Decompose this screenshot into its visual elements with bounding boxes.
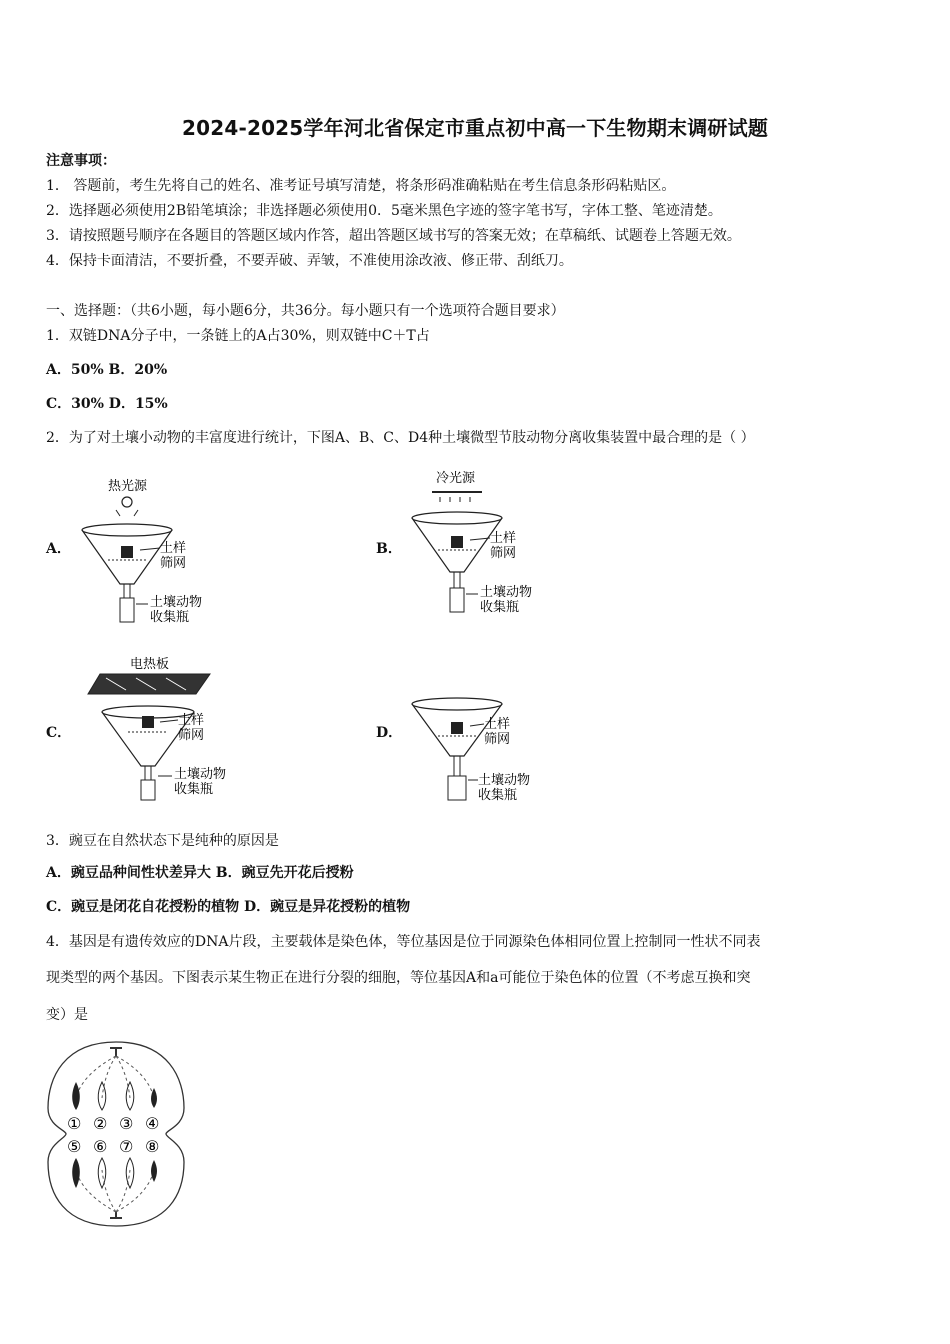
soil-label: 土样 <box>178 713 205 728</box>
chromosome <box>72 1082 80 1110</box>
chromosome <box>72 1158 80 1188</box>
collector-label-2: 收集瓶 <box>174 782 214 797</box>
soil-label: 土样 <box>160 541 187 556</box>
q4-stem-line1: 4．基因是有遗传效应的DNA片段，主要载体是染色体，等位基因是位于同源染色体相同位置上控制同一性状不同表 <box>46 934 761 950</box>
collector-label-1: 土壤动物 <box>478 773 531 788</box>
q1-options-row2: C．30% D．15% <box>46 396 168 412</box>
chromosome <box>151 1160 157 1182</box>
heat-plate-label: 电热板 <box>130 657 170 672</box>
soil-label: 土样 <box>490 531 517 546</box>
position-2-label: ② <box>93 1114 108 1133</box>
page-title: 2024-2025学年河北省保定市重点初中高一下生物期末调研试题 <box>181 116 769 140</box>
cold-light-label: 冷光源 <box>436 471 476 486</box>
q2-stem: 2．为了对土壤小动物的丰富度进行统计，下图A、B、C、D4种土壤微型节肢动物分离收集装置中最合理的是（ ） <box>46 430 755 446</box>
mesh-label: 筛网 <box>178 728 205 743</box>
collector-label-2: 收集瓶 <box>150 610 190 625</box>
collector-label-2: 收集瓶 <box>478 788 518 803</box>
position-8-label: ⑧ <box>145 1137 160 1156</box>
collection-bottle <box>141 780 155 800</box>
cell-division-figure <box>44 1038 189 1230</box>
q2-option-d-label: D． <box>376 725 403 741</box>
hot-light-label: 热光源 <box>108 479 148 494</box>
position-4-label: ④ <box>145 1114 160 1133</box>
soil-sample <box>121 546 133 558</box>
chromosome <box>151 1088 157 1108</box>
q1-stem: 1．双链DNA分子中，一条链上的A占30%，则双链中C＋T占 <box>46 328 430 344</box>
bulb-icon <box>122 497 132 507</box>
heat-plate <box>88 674 210 694</box>
collection-bottle <box>120 598 134 622</box>
position-7-label: ⑦ <box>119 1137 134 1156</box>
notice-item-1: 1． 答题前，考生先将自己的姓名、准考证号填写清楚，将条形码准确粘贴在考生信息条形码粘贴区。 <box>46 178 676 194</box>
soil-sample <box>451 722 463 734</box>
apparatus-b-figure <box>410 464 560 624</box>
cell-outline <box>48 1042 184 1226</box>
position-5-label: ⑤ <box>67 1137 82 1156</box>
notice-item-3: 3．请按照题号顺序在各题目的答题区域内作答，超出答题区域书写的答案无效；在草稿纸、试题卷上答题无效。 <box>46 228 741 244</box>
soil-sample <box>142 716 154 728</box>
apparatus-c-figure <box>86 652 246 812</box>
position-3-label: ③ <box>119 1114 134 1133</box>
q3-options-row2: C．豌豆是闭花自花授粉的植物 D．豌豆是异花授粉的植物 <box>46 899 411 915</box>
apparatus-a-figure <box>80 472 230 632</box>
collector-label-1: 土壤动物 <box>150 595 203 610</box>
section-heading: 一、选择题：（共6小题，每小题6分，共36分。每小题只有一个选项符合题目要求） <box>46 303 565 319</box>
q2-option-a-label: A． <box>46 541 71 557</box>
notice-item-4: 4．保持卡面清洁，不要折叠，不要弄破、弄皱，不准使用涂改液、修正带、刮纸刀。 <box>46 253 573 269</box>
collector-label-2: 收集瓶 <box>480 600 520 615</box>
q4-stem-line3: 变）是 <box>46 1007 88 1023</box>
collection-bottle <box>448 776 466 800</box>
mesh-label: 筛网 <box>490 546 517 561</box>
soil-label: 土样 <box>484 717 511 732</box>
notice-heading: 注意事项： <box>46 153 116 169</box>
q3-stem: 3．豌豆在自然状态下是纯种的原因是 <box>46 833 279 849</box>
q1-options-row1: A．50% B．20% <box>46 362 168 378</box>
soil-sample <box>451 536 463 548</box>
q3-options-row1: A．豌豆品种间性状差异大 B．豌豆先开花后授粉 <box>46 865 354 881</box>
position-1-label: ① <box>67 1114 82 1133</box>
q2-option-b-label: B． <box>376 541 402 557</box>
collection-bottle <box>450 588 464 612</box>
mesh-label: 筛网 <box>484 732 511 747</box>
position-6-label: ⑥ <box>93 1137 108 1156</box>
collector-label-1: 土壤动物 <box>480 585 533 600</box>
spindle-fibers-top <box>76 1056 154 1098</box>
spindle-fibers-bottom <box>76 1170 154 1212</box>
notice-item-2: 2．选择题必须使用2B铅笔填涂；非选择题必须使用0．5毫米黑色字迹的签字笔书写，字体工整、笔迹清楚。 <box>46 203 722 219</box>
q2-option-c-label: C． <box>46 725 72 741</box>
collector-label-1: 土壤动物 <box>174 767 227 782</box>
apparatus-d-figure <box>410 690 560 810</box>
mesh-label: 筛网 <box>160 556 187 571</box>
q4-stem-line2: 现类型的两个基因。下图表示某生物正在进行分裂的细胞，等位基因A和a可能位于染色体的位置（不考虑互换和突 <box>46 970 751 986</box>
